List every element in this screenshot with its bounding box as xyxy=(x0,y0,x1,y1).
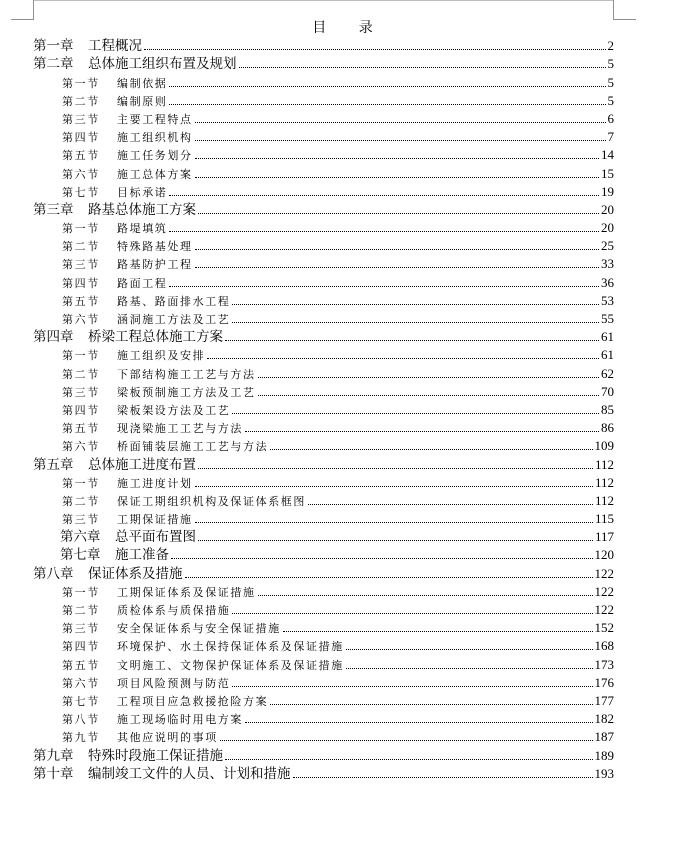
toc-page-number: 85 xyxy=(601,401,614,417)
toc-page-number: 2 xyxy=(607,38,614,54)
toc-section-entry[interactable] xyxy=(33,72,614,90)
toc-entry-number: 第二章 xyxy=(33,56,74,73)
toc-page-number: 7 xyxy=(607,129,614,145)
toc-page-number: 122 xyxy=(594,565,614,581)
toc-entry-title: 施工准备 xyxy=(115,547,169,564)
toc-dot-leader xyxy=(169,285,599,287)
toc-dot-leader xyxy=(346,648,593,650)
toc-section-entry[interactable] xyxy=(33,582,614,600)
toc-entry-number: 第一节 xyxy=(62,222,100,236)
toc-section-entry[interactable] xyxy=(33,691,614,709)
toc-section-entry[interactable] xyxy=(33,91,614,109)
toc-dot-leader xyxy=(232,685,592,687)
toc-entry-title: 涵洞施工方法及工艺 xyxy=(117,313,231,326)
toc-dot-leader xyxy=(232,412,599,414)
toc-entry-number: 第四节 xyxy=(62,403,100,417)
toc-entry-title: 梁板预制施工方法及工艺 xyxy=(117,385,256,399)
toc-dot-leader xyxy=(169,85,605,87)
toc-entry-number: 第六节 xyxy=(62,167,100,181)
toc-entry-title: 桥梁工程总体施工方案 xyxy=(88,329,223,346)
toc-entry-title: 工程项目应急救援抢险方案 xyxy=(117,694,269,708)
toc-dot-leader xyxy=(258,594,593,596)
toc-page-number: 112 xyxy=(594,456,614,472)
page-top-border xyxy=(33,0,613,1)
toc-dot-leader xyxy=(198,212,599,214)
toc-dot-leader xyxy=(195,176,599,178)
toc-dot-leader xyxy=(270,703,592,705)
toc-entry-title: 项目风险预测与防范 xyxy=(117,676,231,690)
toc-entry-number: 第二节 xyxy=(62,604,100,617)
toc-section-entry[interactable] xyxy=(33,345,614,363)
toc-entry-number: 第六章 xyxy=(60,529,101,546)
toc-entry-title: 总体施工进度布置 xyxy=(88,456,196,473)
toc-page-number: 86 xyxy=(601,420,614,436)
toc-page-number: 61 xyxy=(601,329,614,345)
toc-dot-leader xyxy=(239,66,606,68)
toc-entry-title: 编制依据 xyxy=(117,76,168,90)
toc-page-number: 152 xyxy=(594,620,614,636)
toc-entry-number: 第一节 xyxy=(62,349,100,363)
toc-section-entry[interactable] xyxy=(33,491,614,509)
toc-entry-title: 下部结构施工工艺与方法 xyxy=(117,367,256,381)
toc-page-number: 182 xyxy=(594,711,614,727)
toc-entry-number: 第五节 xyxy=(62,658,100,672)
toc-section-entry[interactable] xyxy=(33,709,614,727)
toc-title: 目 录 xyxy=(312,20,387,36)
toc-page-number: 112 xyxy=(594,492,614,508)
toc-entry-number: 第五节 xyxy=(62,422,100,436)
toc-entry-title: 编制原则 xyxy=(117,94,168,108)
toc-section-entry[interactable] xyxy=(33,636,614,654)
toc-page-number: 117 xyxy=(594,529,614,545)
toc-page-number: 5 xyxy=(607,56,614,72)
toc-entry-number: 第一节 xyxy=(62,76,100,90)
toc-entry-title: 目标承诺 xyxy=(117,185,168,199)
toc-chapter-entry[interactable] xyxy=(33,764,614,782)
toc-entry-title: 路基总体施工方案 xyxy=(88,201,196,218)
toc-entry-title: 特殊路基处理 xyxy=(117,240,193,254)
toc-page-number: 14 xyxy=(601,147,614,163)
toc-page-number: 122 xyxy=(594,602,614,617)
toc-page-number: 187 xyxy=(594,729,614,745)
toc-entry-title: 施工总体方案 xyxy=(117,167,193,181)
toc-dot-leader xyxy=(270,448,592,450)
toc-entry-number: 第一节 xyxy=(62,476,100,490)
toc-entry-number: 第一章 xyxy=(33,38,74,55)
toc-dot-leader xyxy=(169,230,599,232)
toc-entry-number: 第四节 xyxy=(62,276,100,290)
toc-section-entry[interactable] xyxy=(33,127,614,145)
toc-entry-number: 第三章 xyxy=(33,201,74,218)
toc-entry-number: 第九节 xyxy=(62,731,100,745)
toc-chapter-entry[interactable] xyxy=(33,54,614,72)
toc-dot-leader xyxy=(195,157,599,159)
toc-page-number: 62 xyxy=(601,365,614,381)
toc-entry-title: 主要工程特点 xyxy=(117,112,193,126)
toc-entry-title: 施工进度计划 xyxy=(117,476,193,490)
toc-entry-number: 第八节 xyxy=(62,713,100,727)
toc-page-number: 19 xyxy=(601,183,614,199)
toc-entry-title: 质检体系与质保措施 xyxy=(117,604,231,617)
toc-entry-number: 第二节 xyxy=(62,367,100,381)
toc-dot-leader xyxy=(198,539,593,541)
toc-entry-number: 第三节 xyxy=(62,513,100,527)
toc-entry-number: 第十章 xyxy=(33,765,74,782)
toc-dot-leader xyxy=(232,303,599,305)
toc-page-number: 25 xyxy=(601,238,614,254)
toc-dot-leader xyxy=(195,139,606,141)
toc-entry-number: 第六节 xyxy=(62,313,100,326)
toc-dot-leader xyxy=(207,357,599,359)
toc-dot-leader xyxy=(283,630,593,632)
toc-page-number: 120 xyxy=(594,547,614,563)
toc-dot-leader xyxy=(185,576,593,578)
toc-page-number: 109 xyxy=(594,438,614,454)
toc-entry-number: 第七节 xyxy=(62,185,100,199)
toc-page-number: 6 xyxy=(607,110,614,126)
toc-chapter-entry[interactable] xyxy=(33,563,614,581)
toc-entry-number: 第三节 xyxy=(62,258,100,272)
toc-entry-number: 第五章 xyxy=(33,456,74,473)
toc-dot-leader xyxy=(195,485,593,487)
toc-page-number: 5 xyxy=(607,92,614,108)
toc-dot-leader xyxy=(293,776,593,778)
toc-entry-number: 第八章 xyxy=(33,565,74,582)
toc-section-entry[interactable] xyxy=(33,473,614,491)
toc-page-number: 168 xyxy=(594,638,614,654)
toc-entry-number: 第四节 xyxy=(62,131,100,145)
toc-chapter-entry[interactable] xyxy=(33,200,614,218)
toc-entry-number: 第二节 xyxy=(62,494,100,508)
toc-section-entry[interactable] xyxy=(33,163,614,181)
toc-dot-leader xyxy=(245,721,593,723)
toc-dot-leader xyxy=(144,48,606,50)
toc-entry-number: 第六节 xyxy=(62,440,100,454)
toc-entry-number: 第二节 xyxy=(62,240,100,254)
toc-entry-title: 文明施工、文物保护保证体系及保证措施 xyxy=(117,658,344,672)
toc-section-entry[interactable] xyxy=(33,109,614,127)
toc-dot-leader xyxy=(245,430,599,432)
toc-section-entry[interactable] xyxy=(33,254,614,272)
toc-page-number: 112 xyxy=(594,474,614,490)
toc-dot-leader xyxy=(169,103,605,105)
toc-page-number: 20 xyxy=(601,201,614,217)
toc-entry-title: 其他应说明的事项 xyxy=(117,731,218,745)
toc-page-number: 20 xyxy=(601,220,614,236)
toc-entry-number: 第五节 xyxy=(62,149,100,163)
toc-chapter-entry[interactable] xyxy=(33,454,614,472)
toc-section-entry[interactable] xyxy=(33,600,614,618)
toc-entry-title: 工程概况 xyxy=(88,38,142,55)
toc-section-entry[interactable] xyxy=(33,272,614,290)
toc-entry-title: 安全保证体系与安全保证措施 xyxy=(117,622,281,636)
toc-entry-title: 施工组织及安排 xyxy=(117,349,206,363)
toc-entry-number: 第三节 xyxy=(62,112,100,126)
toc-section-entry[interactable] xyxy=(33,418,614,436)
toc-dot-leader xyxy=(258,376,599,378)
toc-dot-leader xyxy=(195,121,606,123)
toc-dot-leader xyxy=(308,503,593,505)
toc-entry-title: 特殊时段施工保证措施 xyxy=(88,747,223,764)
toc-dot-leader xyxy=(195,521,593,523)
toc-section-entry[interactable] xyxy=(33,145,614,163)
toc-dot-leader xyxy=(195,248,599,250)
toc-section-entry[interactable] xyxy=(33,382,614,400)
toc-entry-title: 路基、路面排水工程 xyxy=(117,294,231,308)
toc-page-number: 189 xyxy=(594,747,614,763)
toc-page-number: 55 xyxy=(601,311,614,326)
toc-dot-leader xyxy=(220,739,593,741)
toc-entry-number: 第七章 xyxy=(60,547,101,564)
toc-page-number: 115 xyxy=(594,511,614,527)
toc-entry-number: 第三节 xyxy=(62,385,100,399)
toc-entry-number: 第四章 xyxy=(33,329,74,346)
toc-section-entry[interactable] xyxy=(33,291,614,309)
toc-entry-number: 第九章 xyxy=(33,747,74,764)
toc-page-number: 70 xyxy=(601,383,614,399)
table-of-contents xyxy=(33,36,614,782)
toc-entry-title: 保证体系及措施 xyxy=(88,565,183,582)
toc-dot-leader xyxy=(232,321,599,323)
toc-page-number: 15 xyxy=(601,165,614,181)
toc-entry-title: 工期保证措施 xyxy=(117,513,193,527)
toc-entry-title: 总体施工组织布置及规划 xyxy=(88,56,237,73)
toc-entry-title: 路面工程 xyxy=(117,276,168,290)
toc-page-number: 61 xyxy=(601,347,614,363)
toc-dot-leader xyxy=(258,394,599,396)
toc-page-number: 36 xyxy=(601,274,614,290)
toc-entry-title: 工期保证体系及保证措施 xyxy=(117,585,256,599)
toc-section-entry[interactable] xyxy=(33,218,614,236)
toc-entry-number: 第二节 xyxy=(62,94,100,108)
toc-entry-title: 路堤填筑 xyxy=(117,222,168,236)
toc-entry-title: 现浇梁施工工艺与方法 xyxy=(117,422,243,436)
toc-page-number: 33 xyxy=(601,256,614,272)
toc-section-entry[interactable] xyxy=(33,654,614,672)
toc-entry-title: 环境保护、水土保持保证体系及保证措施 xyxy=(117,640,344,654)
toc-entry-title: 保证工期组织机构及保证体系框图 xyxy=(117,494,306,508)
toc-entry-title: 施工任务划分 xyxy=(117,149,193,163)
toc-entry-title: 施工现场临时用电方案 xyxy=(117,713,243,727)
toc-entry-title: 桥面铺装层施工工艺与方法 xyxy=(117,440,269,454)
toc-dot-leader xyxy=(225,758,593,760)
toc-section-entry[interactable] xyxy=(33,673,614,691)
toc-dot-leader xyxy=(346,667,593,669)
toc-chapter-entry[interactable] xyxy=(33,327,614,345)
toc-dot-leader xyxy=(232,612,592,614)
toc-section-entry[interactable] xyxy=(33,618,614,636)
toc-entry-title: 总平面布置图 xyxy=(115,529,196,546)
toc-page-number: 173 xyxy=(594,656,614,672)
toc-page-number: 53 xyxy=(601,292,614,308)
toc-entry-number: 第六节 xyxy=(62,676,100,690)
toc-dot-leader xyxy=(171,557,593,559)
toc-entry-title: 编制竣工文件的人员、计划和措施 xyxy=(88,765,291,782)
toc-entry-number: 第五节 xyxy=(62,294,100,308)
toc-entry-number: 第四节 xyxy=(62,640,100,654)
toc-section-entry[interactable] xyxy=(33,400,614,418)
toc-entry-number: 第三节 xyxy=(62,622,100,636)
toc-page-number: 177 xyxy=(594,692,614,708)
toc-page-number: 193 xyxy=(594,765,614,781)
toc-dot-leader xyxy=(169,194,599,196)
toc-page-number: 122 xyxy=(594,583,614,599)
toc-section-entry[interactable] xyxy=(33,363,614,381)
toc-entry-title: 施工组织机构 xyxy=(117,131,193,145)
toc-section-entry[interactable] xyxy=(33,236,614,254)
toc-entry-number: 第一节 xyxy=(62,585,100,599)
toc-dot-leader xyxy=(195,266,599,268)
toc-entry-number: 第七节 xyxy=(62,694,100,708)
toc-entry-title: 梁板架设方法及工艺 xyxy=(117,403,231,417)
toc-entry-title: 路基防护工程 xyxy=(117,258,193,272)
toc-dot-leader xyxy=(225,339,599,341)
toc-page-number: 5 xyxy=(607,74,614,90)
toc-dot-leader xyxy=(198,467,593,469)
toc-page-number: 176 xyxy=(594,674,614,690)
